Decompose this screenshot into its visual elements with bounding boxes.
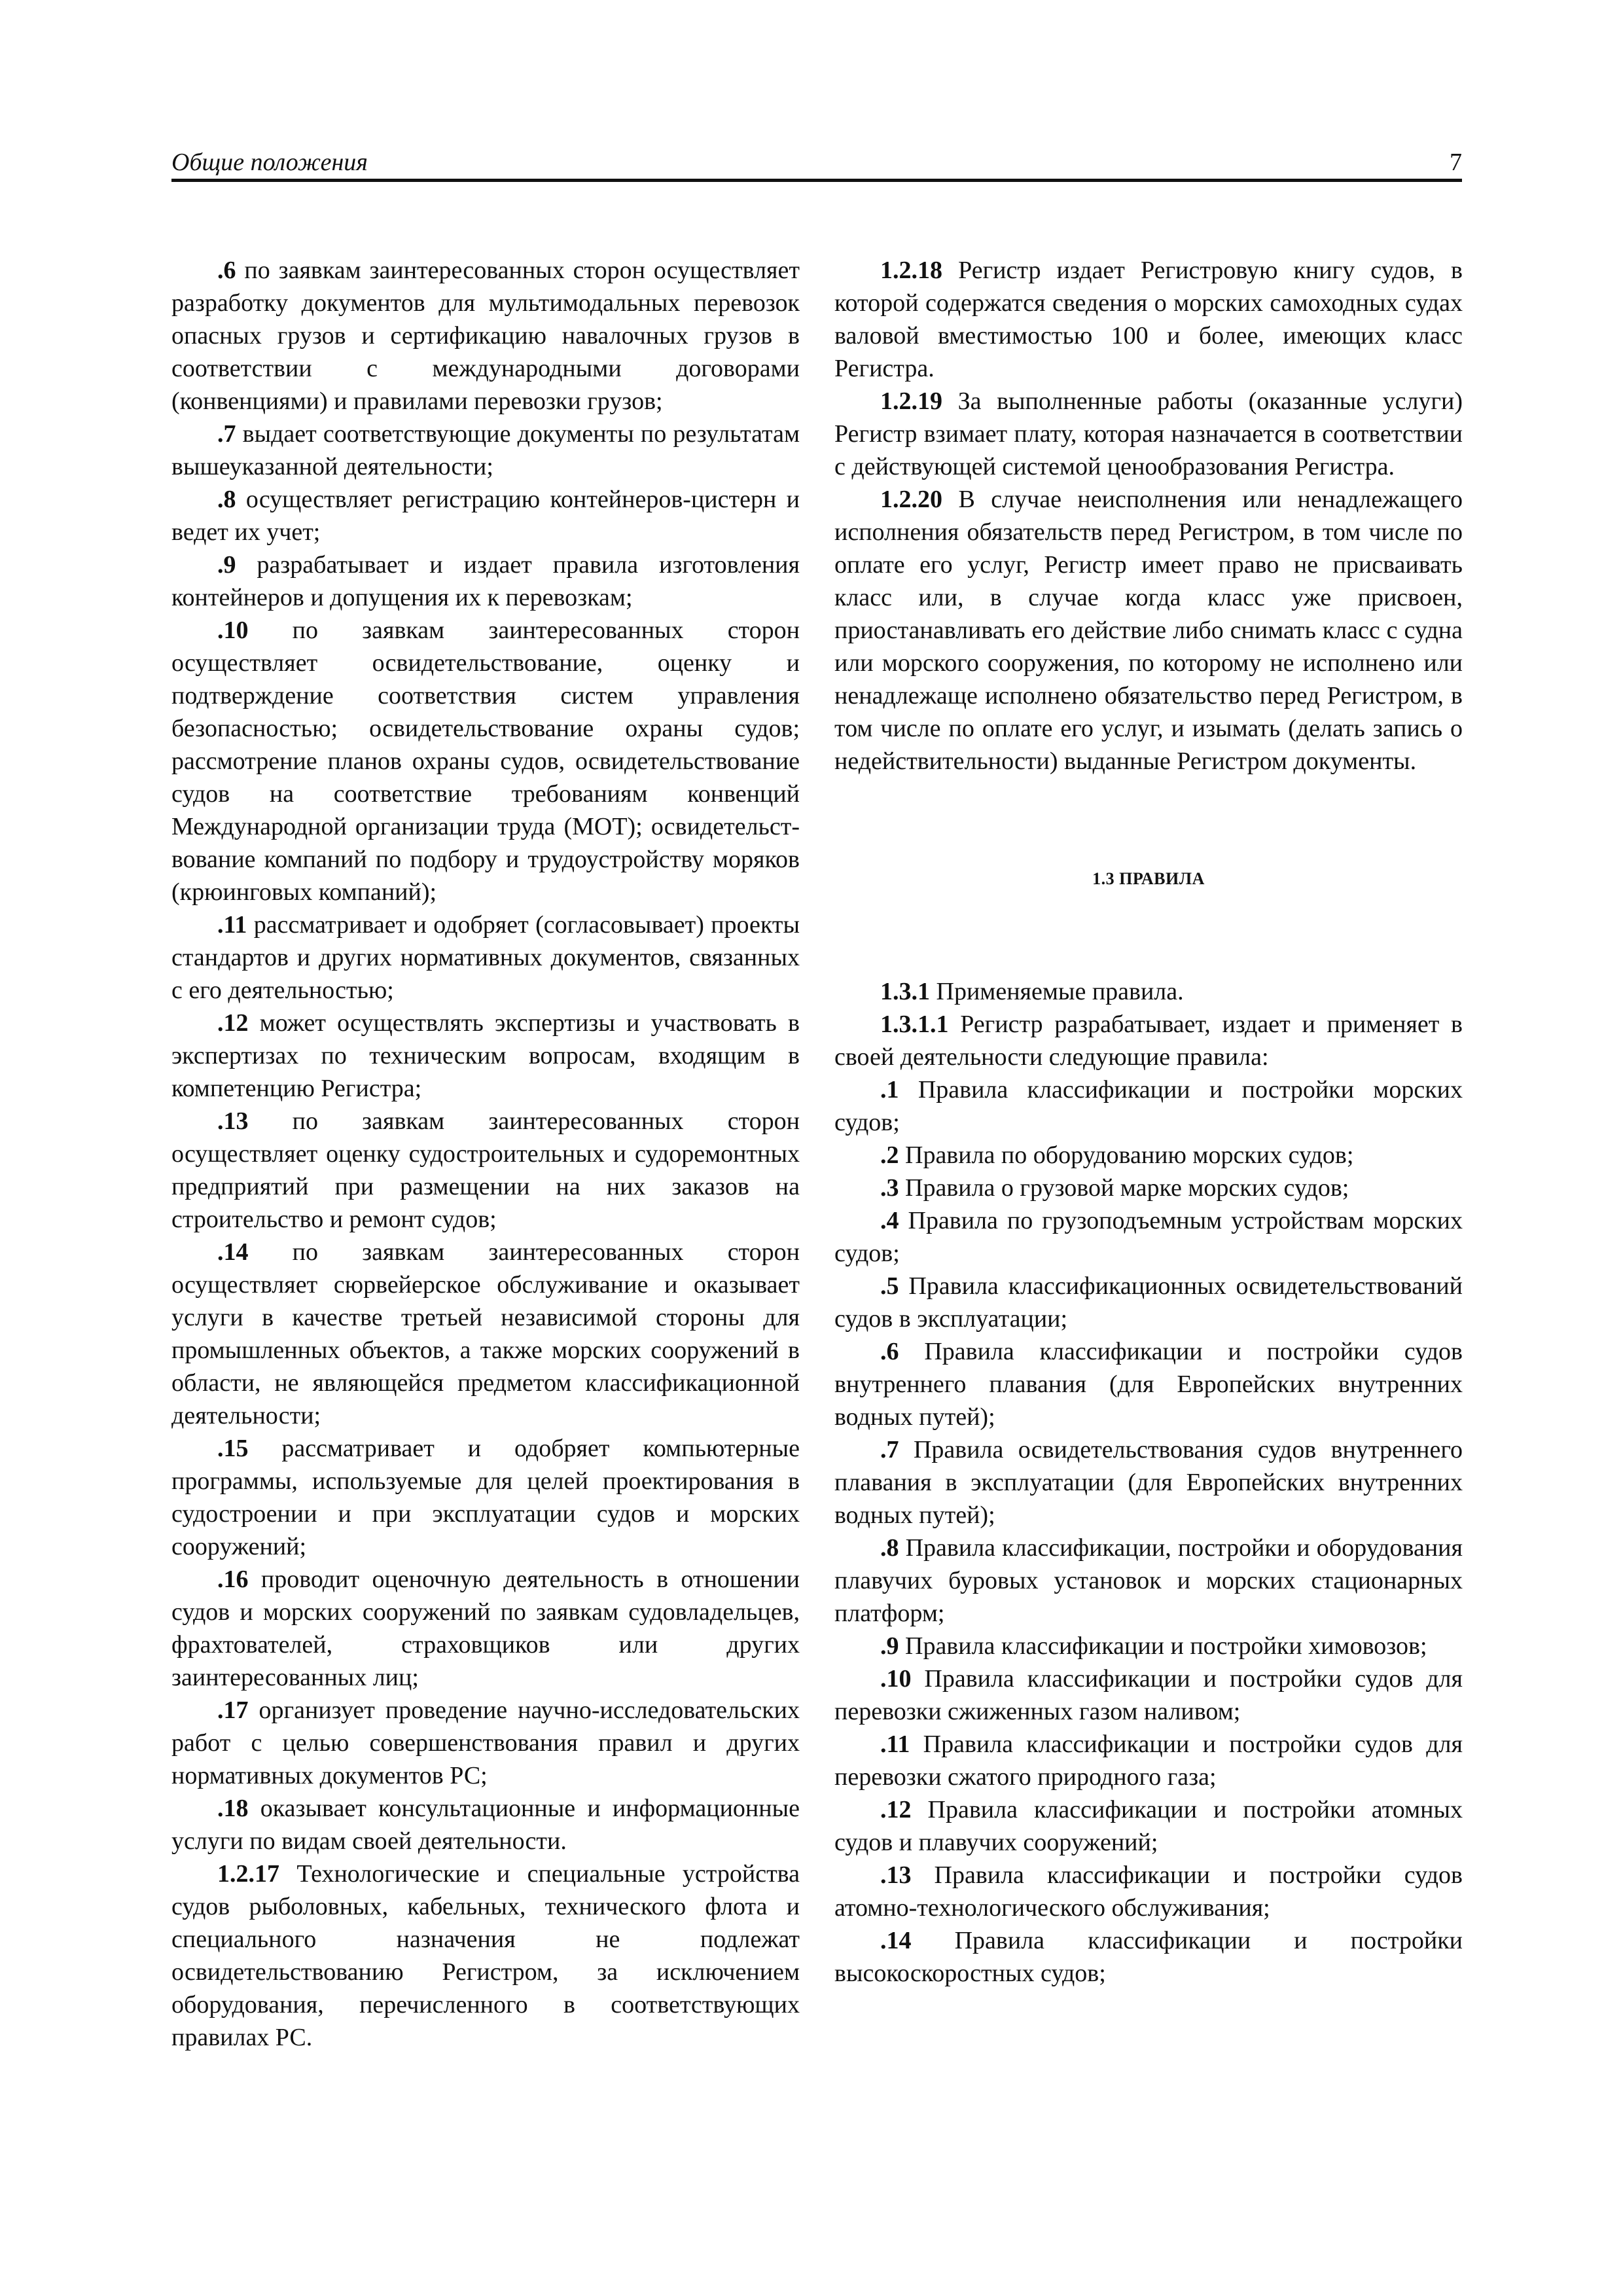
paragraph-text: по заявкам заинтересованных сторон осуществляет разработку документов для мультимодальных перевозок опасных грузов и сертификацию навалочных грузов в соответствии с международными договорами (конвенциями) и правилами перевозки грузов;: [171, 257, 800, 415]
paragraph-number: .3: [880, 1174, 899, 1202]
paragraph-number: .7: [880, 1436, 899, 1463]
paragraph: [834, 1532, 1463, 1630]
paragraph-text: Регистр издает Регистровую книгу судов, в которой содержатся сведения о морских самоходных судах валовой вместимостью 100 и более, имеющих класс Регистра.: [834, 257, 1463, 382]
paragraph-number: .13: [217, 1107, 249, 1135]
paragraph-number: .15: [217, 1435, 249, 1462]
left-column: [171, 254, 800, 2054]
paragraph: [834, 1172, 1463, 1204]
paragraph-text: рассматривает и одобряет (согласовывает) проекты стандартов и других нормативных документов, связанных с его деятельностью;: [171, 911, 800, 1004]
paragraph-text: выдает соответствующие документы по результатам вышеуказанной деятельности;: [171, 420, 800, 480]
paragraph: [171, 1105, 800, 1236]
paragraph-number: .14: [880, 1927, 912, 1954]
paragraph-text: Правила классификации и постройки атомных судов и плавучих сооружений;: [834, 1796, 1463, 1856]
paragraph: [171, 254, 800, 418]
paragraph: [171, 1432, 800, 1563]
paragraph-text: Правила по оборудованию морских судов;: [899, 1141, 1354, 1169]
paragraph: [834, 1204, 1463, 1270]
paragraph-number: 1.3.1.1: [880, 1011, 949, 1038]
paragraph-number: .11: [880, 1731, 910, 1758]
paragraph-text: осуществляет регистрацию контейнеров-цистерн и ведет их учет;: [171, 486, 800, 546]
paragraph-text: по заявкам заинтересованных сторон осуществляет освидетельствование, оценку и подтверждение соответствия систем управления безопасностью; освидетельствование охраны судов; рассмотрение планов охраны судов, освидетельствование судов на соответствие требованиям конвенций Международной организации труда (МОТ); освидетельст-вование компаний по подбору и трудоустройству моряков (крюинговых компаний);: [171, 617, 800, 906]
paragraph-number: .8: [880, 1534, 899, 1562]
paragraph-number: .10: [217, 617, 249, 644]
paragraph: [834, 1662, 1463, 1728]
paragraph-number: .13: [880, 1861, 912, 1889]
paragraph-number: .8: [217, 486, 236, 513]
paragraph-number: .17: [217, 1696, 249, 1724]
paragraph: [171, 1694, 800, 1792]
paragraph: [834, 1433, 1463, 1532]
right-column: [834, 254, 1463, 1990]
paragraph-text: Технологические и специальные устройства судов рыболовных, кабельных, технического флота и специального назначения не подлежат освидетельствованию Регистром, за исключением оборудования, перечисленного в соответствующих правилах РС.: [171, 1860, 800, 2051]
paragraph-number: .12: [217, 1009, 249, 1037]
paragraph-text: Правила по грузоподъемным устройствам морских судов;: [834, 1207, 1463, 1267]
paragraph-number: .6: [217, 257, 236, 284]
paragraph-text: Правила классификации и постройки высокоскоростных судов;: [834, 1927, 1463, 1987]
paragraph: [834, 1859, 1463, 1924]
paragraph-number: .11: [217, 911, 247, 939]
paragraph: [171, 908, 800, 1007]
paragraph: [834, 1139, 1463, 1172]
paragraph-text: может осуществлять экспертизы и участвовать в экспертизах по техническим вопросам, входящим в компетенцию Регистра;: [171, 1009, 800, 1102]
paragraph-number: .7: [217, 420, 236, 448]
paragraph-text: проводит оценочную деятельность в отношении судов и морских сооружений по заявкам судовладельцев, фрахтователей, страховщиков или других заинтересованных лиц;: [171, 1566, 800, 1691]
paragraph-text: Правила классификации, постройки и оборудования плавучих буровых установок и морских стационарных платформ;: [834, 1534, 1463, 1627]
paragraph-number: .6: [880, 1338, 899, 1365]
paragraph: [171, 548, 800, 614]
paragraph: [834, 483, 1463, 778]
paragraph: [834, 975, 1463, 1008]
paragraph: [171, 614, 800, 908]
paragraph-text: Правила классификационных освидетельствований судов в эксплуатации;: [834, 1272, 1463, 1333]
paragraph: [171, 1563, 800, 1694]
paragraph-number: .16: [217, 1566, 249, 1593]
paragraph-number: .9: [217, 551, 236, 579]
section-title: 1.3 ПРАВИЛА: [1092, 869, 1205, 888]
paragraph-number: 1.2.18: [880, 257, 942, 284]
paragraph: [834, 1793, 1463, 1859]
paragraph: [834, 1924, 1463, 1990]
paragraph: [834, 1335, 1463, 1433]
paragraph-number: 1.2.20: [880, 486, 942, 513]
paragraph-number: .9: [880, 1632, 899, 1660]
paragraph-text: разрабатывает и издает правила изготовления контейнеров и допущения их к перевозкам;: [171, 551, 800, 611]
paragraph-text: За выполненные работы (оказанные услуги) Регистр взимает плату, которая назначается в соответствии с действующей системой ценообразования Регистра.: [834, 387, 1463, 480]
paragraph-text: Правила освидетельствования судов внутреннего плавания в эксплуатации (для Европейских внутренних водных путей);: [834, 1436, 1463, 1529]
paragraph-text: рассматривает и одобряет компьютерные программы, используемые для целей проектирования в судостроении и при эксплуатации судов и морских сооружений;: [171, 1435, 800, 1560]
paragraph-number: 1.2.17: [217, 1860, 279, 1888]
paragraph: [834, 385, 1463, 483]
paragraph: [834, 1270, 1463, 1335]
paragraph-text: по заявкам заинтересованных сторон осуществляет сюрвейерское обслуживание и оказывает услуги в качестве третьей независимой стороны для промышленных объектов, а также морских сооружений в области, не являющейся предметом классификационной деятельности;: [171, 1238, 800, 1429]
right-column-top: [834, 254, 1463, 778]
paragraph-text: Правила классификации и постройки судов для перевозки сжиженных газом наливом;: [834, 1665, 1463, 1725]
paragraph-text: Правила классификации и постройки химовозов;: [899, 1632, 1427, 1660]
paragraph: [171, 1007, 800, 1105]
paragraph: [171, 483, 800, 548]
paragraph-text: Правила классификации и постройки судов для перевозки сжатого природного газа;: [834, 1731, 1463, 1791]
paragraph: [834, 254, 1463, 385]
running-title: Общие положения: [171, 149, 368, 176]
paragraph-number: .18: [217, 1795, 249, 1822]
paragraph-number: .5: [880, 1272, 899, 1300]
paragraph-text: Правила о грузовой марке морских судов;: [899, 1174, 1349, 1202]
paragraph: [171, 1857, 800, 2054]
paragraph-text: организует проведение научно-исследовательских работ с целью совершенствования правил и других нормативных документов РС;: [171, 1696, 800, 1789]
header-rule: [171, 179, 1462, 182]
page-header: [171, 143, 1462, 182]
paragraph-number: .14: [217, 1238, 249, 1266]
paragraph: [171, 418, 800, 483]
paragraph-number: .4: [880, 1207, 899, 1234]
paragraph-text: В случае неисполнения или ненадлежащего исполнения обязательств перед Регистром, в том числе по оплате его услуг, Регистр имеет право не присваивать класс или, в случае когда класс уже присвоен, приостанавливать его действие либо снимать класс с судна или морского сооружения, по которому не исполнено или ненадлежаще исполнено обязательство перед Регистром, в том числе по оплате его услуг, и изымать (делать запись о недействительности) выданные Регистром документы.: [834, 486, 1463, 775]
page-number: 7: [1450, 149, 1462, 176]
paragraph: [834, 1630, 1463, 1662]
paragraph: [171, 1236, 800, 1432]
paragraph: [834, 1728, 1463, 1793]
paragraph-number: .2: [880, 1141, 899, 1169]
paragraph: [171, 1792, 800, 1857]
paragraph: [834, 1008, 1463, 1073]
paragraph-text: Регистр разрабатывает, издает и применяет в своей деятельности следующие правила:: [834, 1011, 1463, 1071]
paragraph-number: 1.2.19: [880, 387, 942, 415]
paragraph-text: оказывает консультационные и информационные услуги по видам своей деятельности.: [171, 1795, 800, 1855]
paragraph-number: 1.3.1: [880, 978, 930, 1005]
right-column-bottom: [834, 975, 1463, 1990]
paragraph-text: Правила классификации и постройки судов внутреннего плавания (для Европейских внутренних водных путей);: [834, 1338, 1463, 1431]
paragraph-text: по заявкам заинтересованных сторон осуществляет оценку судостроительных и судоремонтных предприятий при размещении на них заказов на строительство и ремонт судов;: [171, 1107, 800, 1233]
paragraph: [834, 1073, 1463, 1139]
paragraph-number: .12: [880, 1796, 912, 1823]
paragraph-text: Правила классификации и постройки морских судов;: [834, 1076, 1463, 1136]
paragraph-number: .1: [880, 1076, 899, 1103]
paragraph-text: Применяемые правила.: [930, 978, 1184, 1005]
paragraph-text: Правила классификации и постройки судов атомно-технологического обслуживания;: [834, 1861, 1463, 1922]
paragraph-number: .10: [880, 1665, 912, 1693]
